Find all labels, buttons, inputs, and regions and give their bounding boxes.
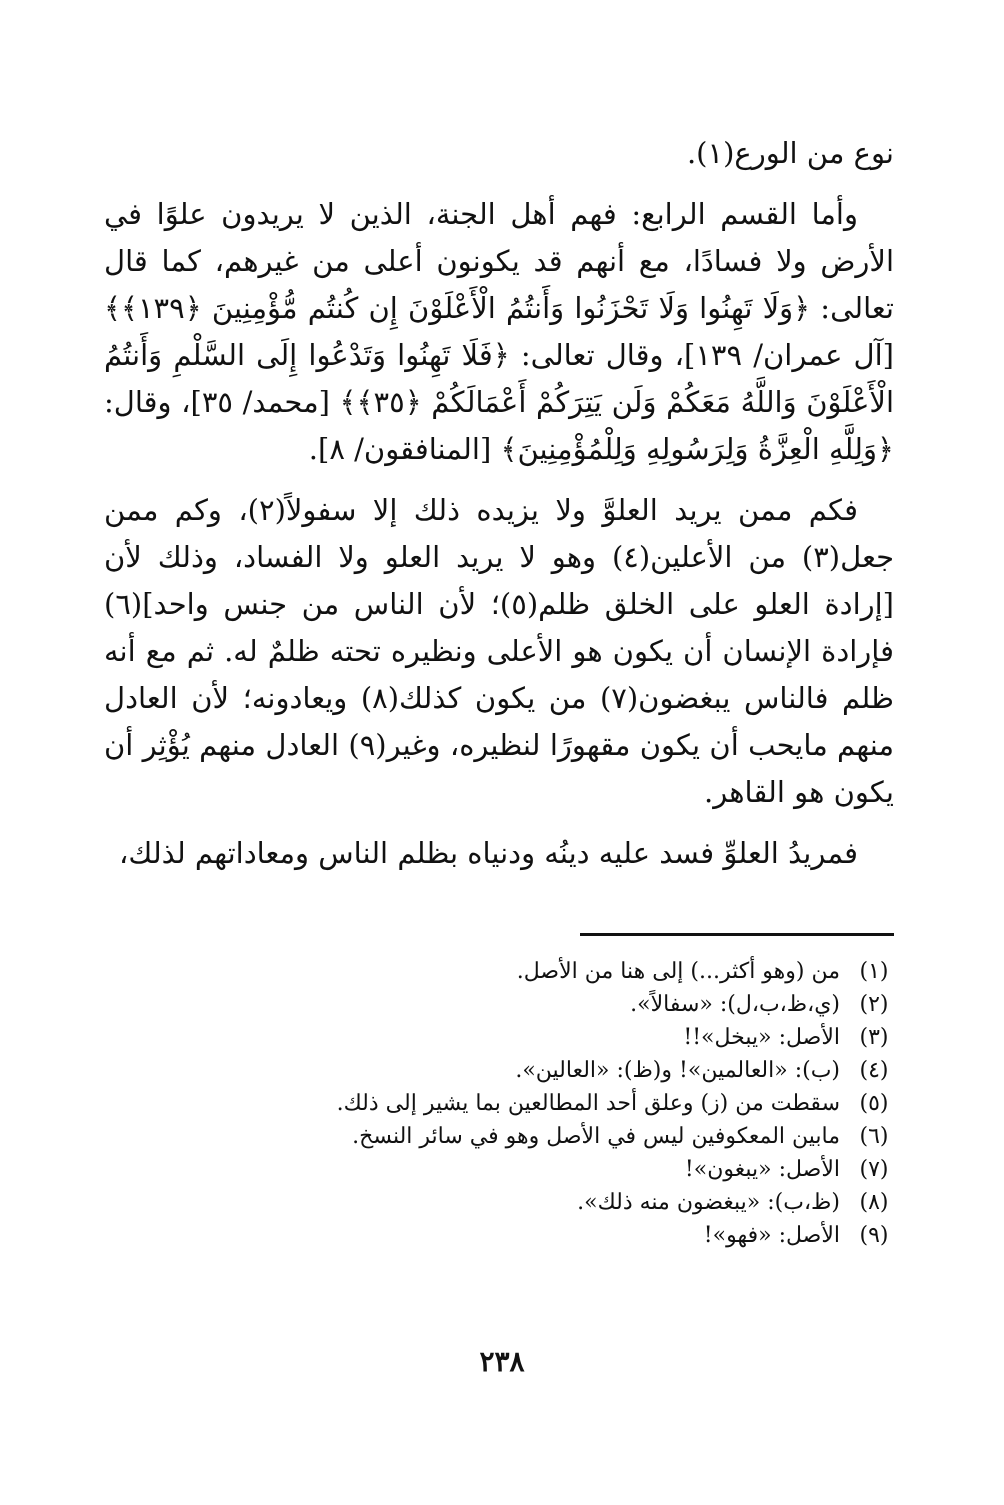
footnote-text: الأصل: «يبخل»!! [683, 1025, 840, 1050]
footnote-item [104, 988, 894, 1021]
footnote-item [104, 1021, 894, 1054]
footnote-text: الأصل: «يبغون»! [684, 1157, 840, 1182]
footnote-item [104, 1186, 894, 1219]
footnote-item [104, 1219, 894, 1252]
footnote-number: (٣) [859, 1025, 889, 1050]
paragraph-continuation: نوع من الورع(١). [686, 136, 894, 170]
footnote-item [104, 1120, 894, 1153]
footnote-number: (١) [859, 959, 889, 984]
footnote-text: مابين المعكوفين ليس في الأصل وهو في سائر النسخ. [352, 1124, 840, 1149]
page-number: ٢٣٨ [479, 1345, 525, 1378]
footnote-text: سقطت من (ز) وعلق أحد المطالعين بما يشير إلى ذلك. [336, 1091, 840, 1116]
footnote-text: (ب): «العالمين»! و(ظ): «العالين». [515, 1058, 840, 1083]
footnote-item [104, 955, 894, 988]
footnote-number: (٦) [859, 1124, 889, 1149]
main-text [104, 130, 894, 891]
footnote-item [104, 1087, 894, 1120]
footnote-item [104, 1153, 894, 1186]
footnote-number: (٧) [859, 1157, 889, 1182]
footnote-divider [580, 933, 894, 936]
footnote-item [104, 1054, 894, 1087]
paragraph-fourth-category: وأما القسم الرابع: فهم أهل الجنة، الذين لا يريدون علوًا في الأرض ولا فسادًا، مع أنهم قد يكونون أعلى من غيرهم، كما قال تعالى: ﴿وَلَا تَهِنُوا وَلَا تَحْزَنُوا وَأَنتُمُ الْأَعْلَوْنَ إِن كُنتُم مُّؤْمِنِينَ ﴿١٣٩﴾﴾ [آل عمران/ ١٣٩]، وقال تعالى: ﴿فَلَا تَهِنُوا وَتَدْعُوا إِلَى السَّلْمِ وَأَنتُمُ الْأَعْلَوْنَ وَاللَّهُ مَعَكُمْ وَلَن يَتِرَكُمْ أَعْمَالَكُمْ ﴿٣٥﴾﴾ [محمد/ ٣٥]، وقال: ﴿وَلِلَّهِ الْعِزَّةُ وَلِرَسُولِهِ وَلِلْمُؤْمِنِينَ﴾ [المنافقون/ ٨]. [104, 197, 895, 466]
footnote-number: (٩) [859, 1223, 889, 1248]
footnote-text: الأصل: «فهو»! [703, 1223, 840, 1248]
footnote-number: (٢) [859, 992, 889, 1017]
paragraph-conclusion: فمريدُ العلوِّ فسد عليه دينُه ودنياه بظلم الناس ومعاداتهم لذلك، [119, 836, 858, 870]
footnote-number: (٤) [859, 1058, 889, 1083]
footnote-text: (ي،ظ،ب،ل): «سفالاً». [630, 992, 840, 1017]
footnote-number: (٥) [859, 1091, 889, 1116]
footnote-text: (ظ،ب): «يبغضون منه ذلك». [577, 1190, 840, 1215]
footnotes-list [104, 955, 894, 1252]
footnote-text: من (وهو أكثر...) إلى هنا من الأصل. [516, 959, 840, 984]
paragraph-seeking-superiority: فكم ممن يريد العلوَّ ولا يزيده ذلك إلا سفولاً(٢)، وكم ممن جعل(٣) من الأعلين(٤) وهو لا يريد العلو ولا الفساد، وذلك لأن [إرادة العلو على الخلق ظلم(٥)؛ لأن الناس من جنس واحد](٦) فإرادة الإنسان أن يكون هو الأعلى ونظيره تحته ظلمٌ له. ثم مع أنه ظلم فالناس يبغضون(٧) من يكون كذلك(٨) ويعادونه؛ لأن العادل منهم مايحب أن يكون مقهورًا لنظيره، وغير(٩) العادل منهم يُؤْثِر أن يكون هو القاهر. [104, 493, 895, 809]
footnote-number: (٨) [859, 1190, 889, 1215]
